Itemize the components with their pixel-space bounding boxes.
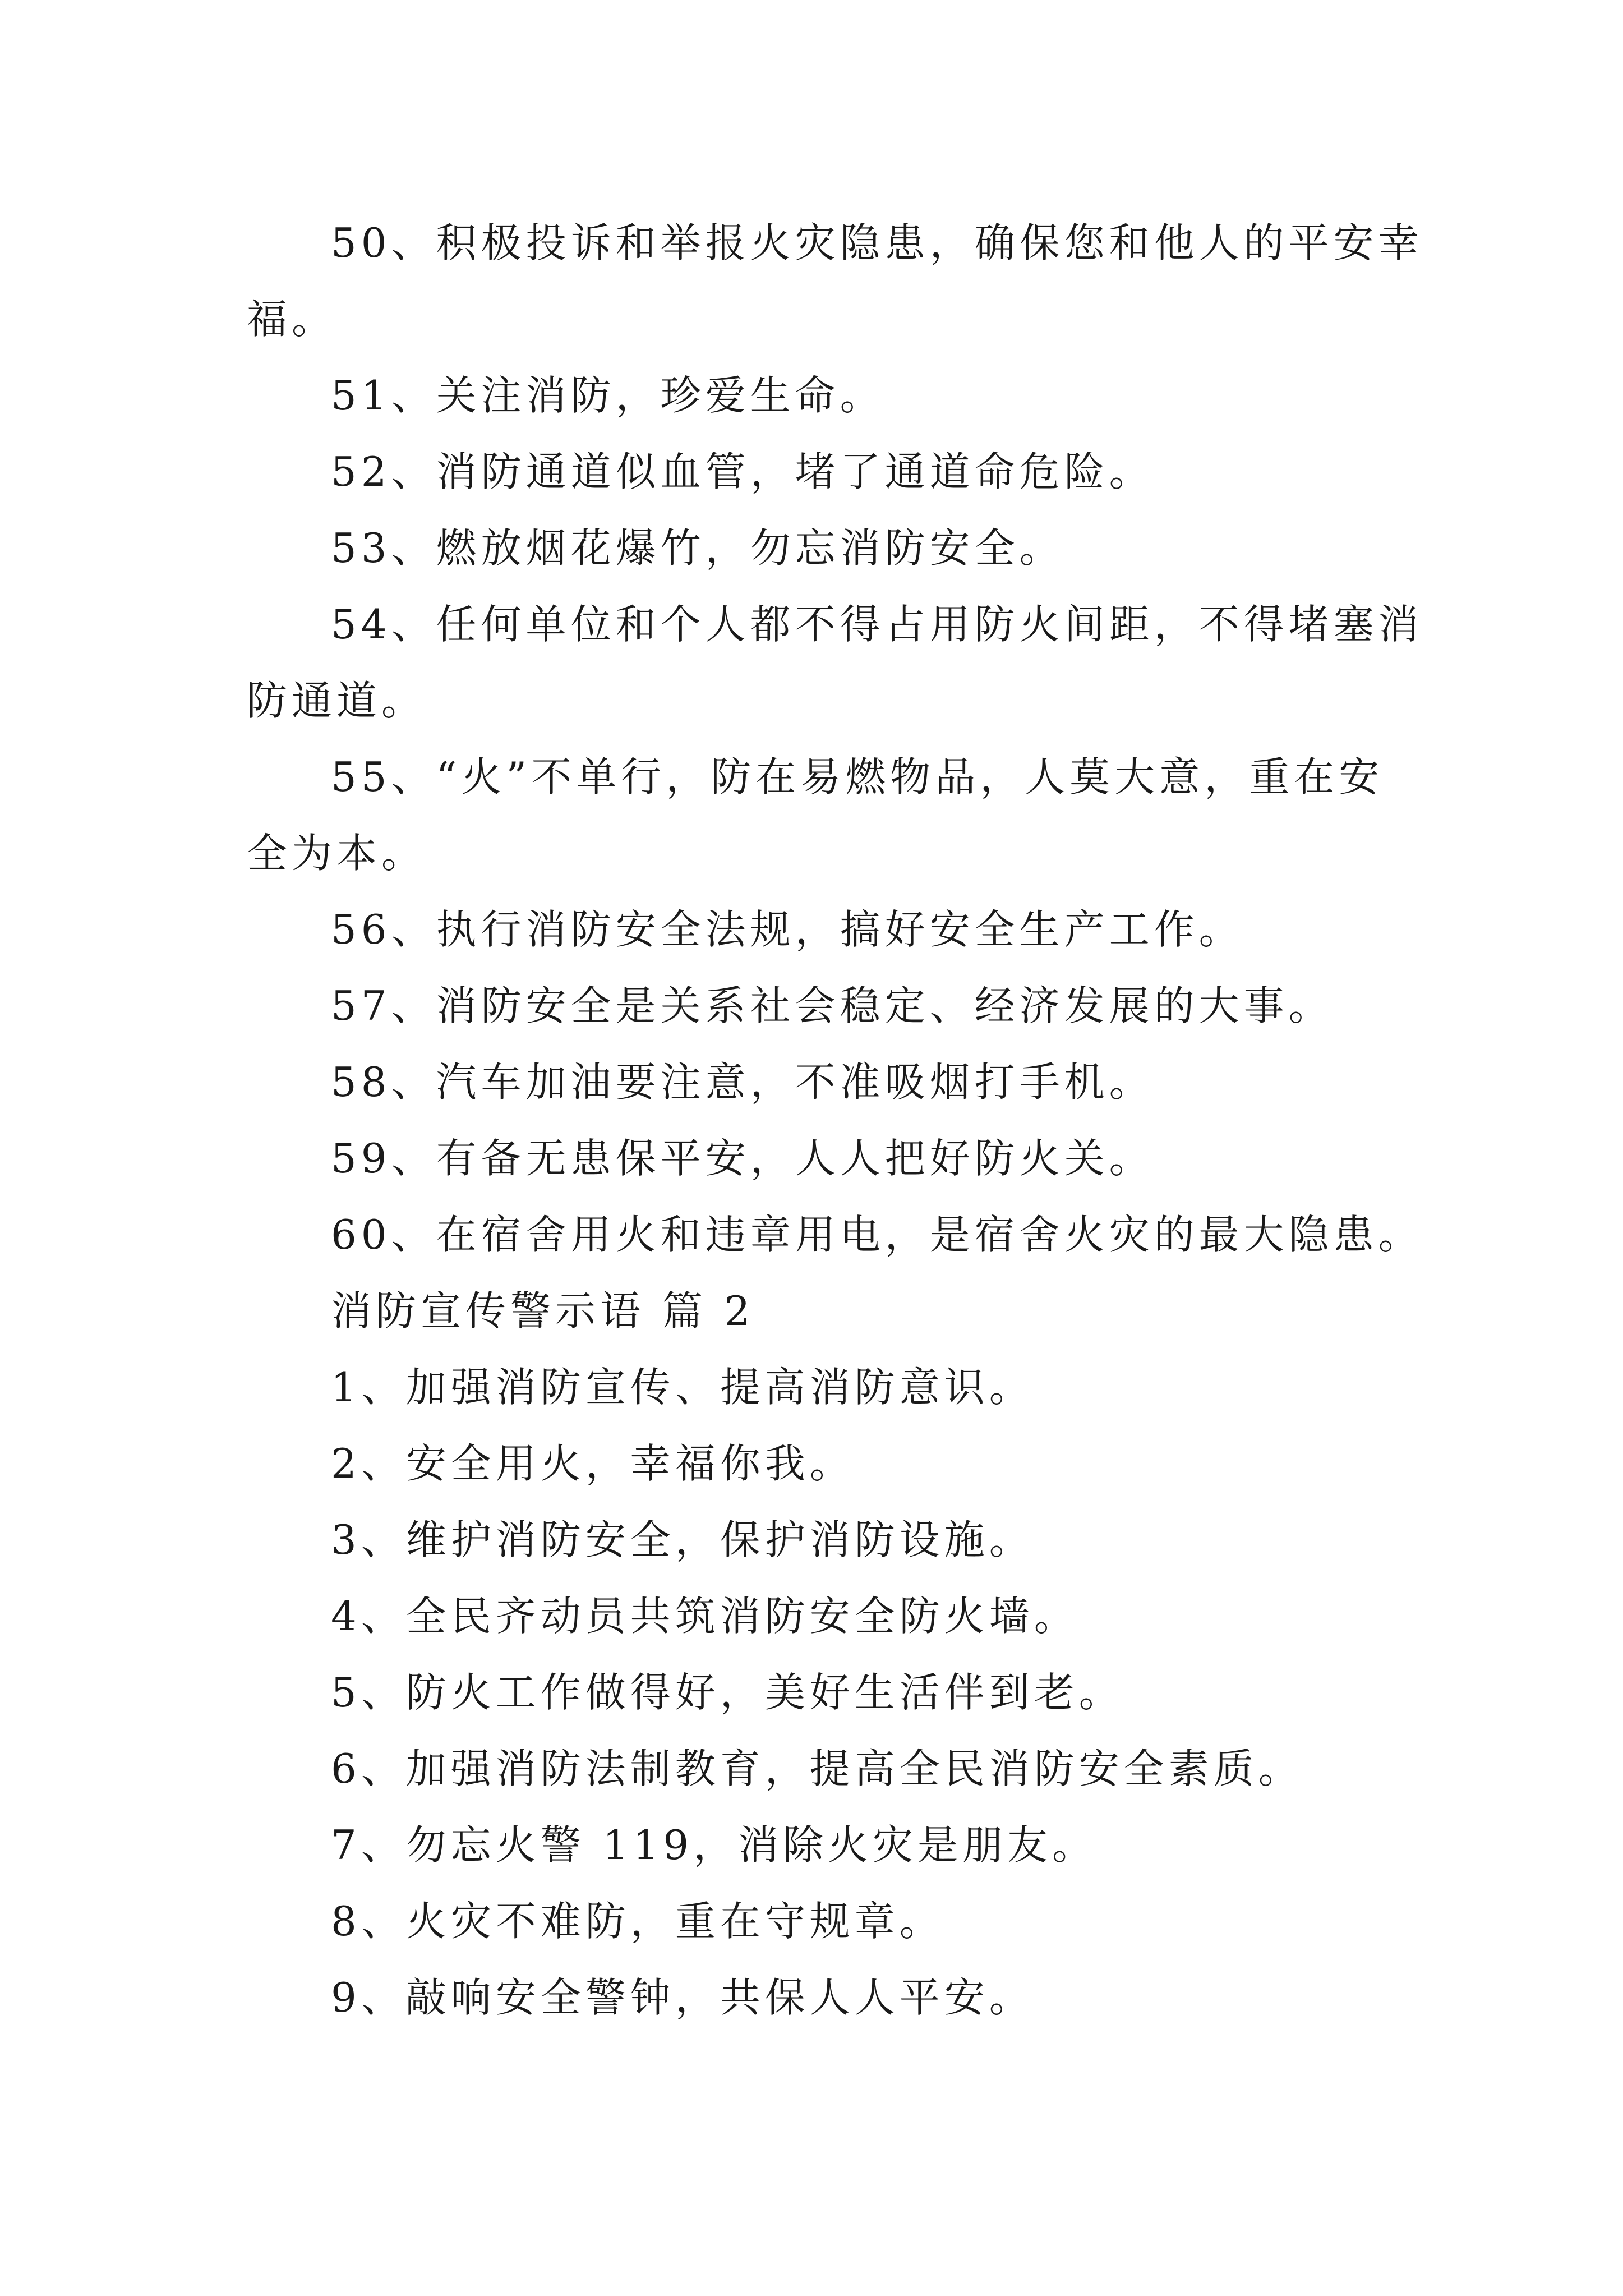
paragraph-item-57 (247, 978, 1374, 1054)
paragraph-line: 2、安全用火，幸福你我。 (331, 1440, 855, 1487)
paragraph-line: 57、消防安全是关系社会稳定、经济发展的大事。 (331, 982, 1334, 1029)
paragraph-line: 58、汽车加油要注意，不准吸烟打手机。 (331, 1059, 1154, 1106)
section-heading (247, 1283, 1374, 1359)
paragraph-item-50 (247, 215, 1423, 367)
paragraph-line: 8、火灾不难防，重在守规章。 (331, 1898, 944, 1945)
paragraph-line: 50、积极投诉和举报火灾隐患，确保您和他人的平安幸 (331, 219, 1423, 266)
paragraph-item-53 (247, 520, 1374, 596)
paragraph-item-55 (247, 749, 1384, 901)
paragraph-line: 55、“火”不单行，防在易燃物品，人莫大意，重在安 (331, 753, 1384, 800)
paragraph-item-51 (247, 367, 1374, 444)
paragraph-line: 5、防火工作做得好，美好生活伴到老。 (331, 1669, 1124, 1716)
paragraph-line: 54、任何单位和个人都不得占用防火间距，不得堵塞消 (331, 601, 1423, 648)
paragraph-item-59 (247, 1130, 1374, 1207)
paragraph-item-3 (247, 1512, 1374, 1588)
paragraph-item-58 (247, 1054, 1374, 1130)
paragraph-line: 52、消防通道似血管，堵了通道命危险。 (331, 448, 1154, 495)
paragraph-item-56 (247, 901, 1374, 978)
paragraph-line: 4、全民齐动员共筑消防安全防火墙。 (331, 1593, 1079, 1640)
document-body (247, 215, 1423, 2046)
paragraph-line: 53、燃放烟花爆竹，勿忘消防安全。 (331, 524, 1064, 572)
paragraph-item-8 (247, 1893, 1374, 1970)
paragraph-line: 1、加强消防宣传、提高消防意识。 (331, 1364, 1034, 1411)
paragraph-line: 6、加强消防法制教育，提高全民消防安全素质。 (331, 1745, 1303, 1792)
paragraph-item-2 (247, 1435, 1374, 1512)
paragraph-item-4 (247, 1588, 1374, 1664)
paragraph-line: 9、敲响安全警钟，共保人人平安。 (331, 1974, 1034, 2021)
paragraph-line: 防通道。 (247, 677, 427, 724)
paragraph-line: 56、执行消防安全法规，搞好安全生产工作。 (331, 906, 1244, 953)
section-heading-text: 消防宣传警示语 篇 2 (331, 1287, 755, 1335)
paragraph-item-9 (247, 1970, 1374, 2046)
paragraph-item-60 (247, 1207, 1423, 1283)
paragraph-item-54 (247, 596, 1423, 749)
paragraph-item-52 (247, 444, 1374, 520)
paragraph-line: 3、维护消防安全，保护消防设施。 (331, 1516, 1034, 1563)
paragraph-item-5 (247, 1664, 1374, 1741)
paragraph-line: 51、关注消防，珍爱生命。 (331, 372, 885, 419)
paragraph-line: 全为本。 (247, 830, 427, 877)
paragraph-line: 59、有备无患保平安，人人把好防火关。 (331, 1135, 1154, 1182)
paragraph-item-6 (247, 1741, 1374, 1817)
paragraph-item-7 (247, 1817, 1374, 1893)
paragraph-item-1 (247, 1359, 1374, 1435)
paragraph-line: 福。 (247, 296, 337, 343)
paragraph-line: 7、勿忘火警 119，消除火灾是朋友。 (331, 1821, 1098, 1869)
paragraph-line: 60、在宿舍用火和违章用电，是宿舍火灾的最大隐患。 (331, 1211, 1423, 1258)
